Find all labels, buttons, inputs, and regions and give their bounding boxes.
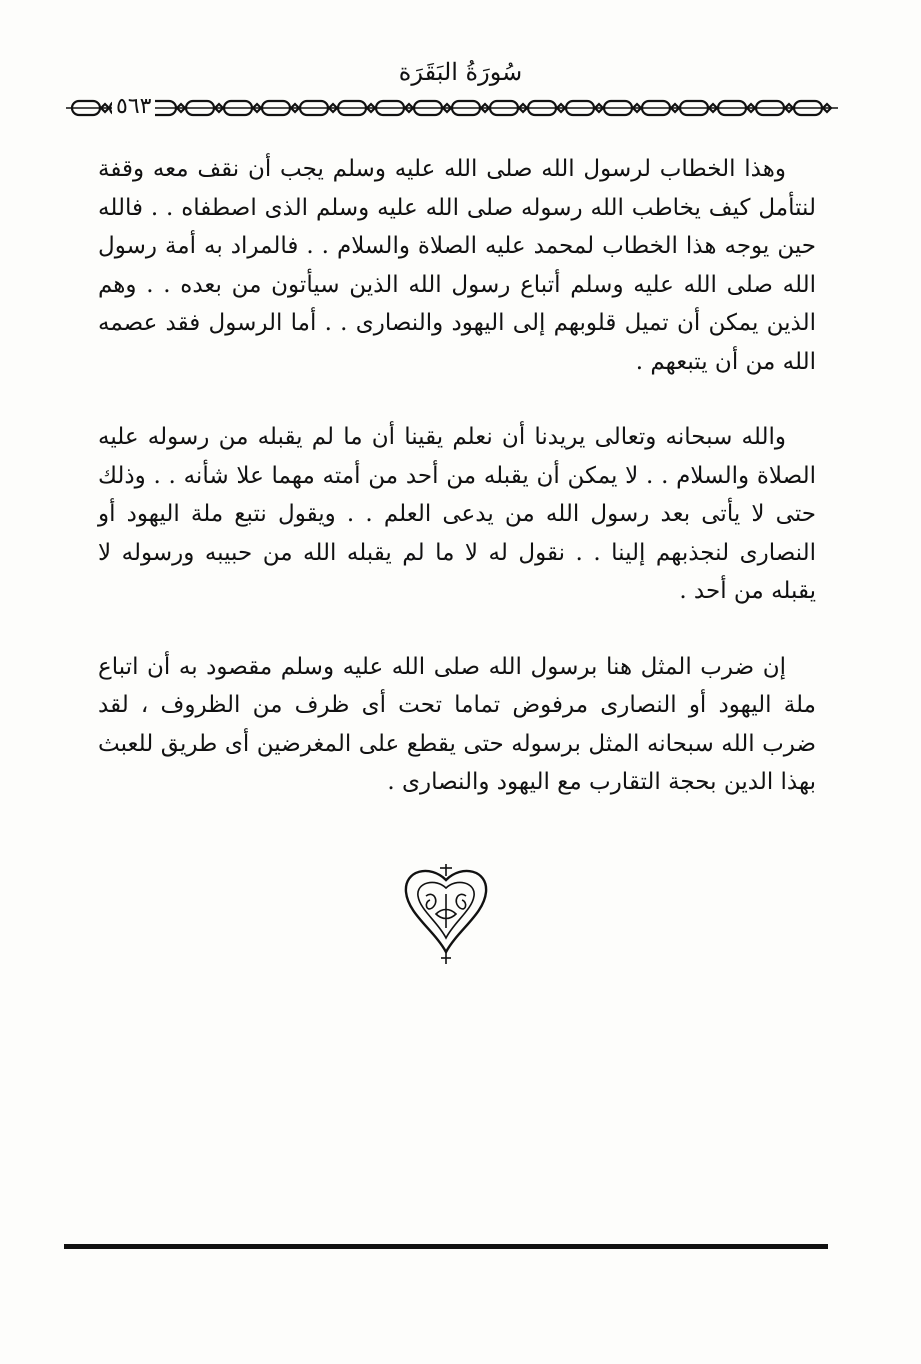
heart-arabesque-ornament-icon: [400, 858, 492, 968]
paragraph-2: والله سبحانه وتعالى يريدنا أن نعلم يقينا أن ما لم يقبله من رسوله عليه الصلاة والسلام . . لا يمكن أن يقبله من أحد من أمته مهما علا شأنه . . وذلك حتى لا يأتى بعد رسول الله من يدعى العلم . . ويقول نتبع ملة اليهود أو النصارى لنجذبهم إلينا . . نقول له لا ما لم يقبله الله من حبيبه ورسوله لا يقبله من أحد .: [98, 424, 816, 604]
page-number: ٥٦٣: [112, 94, 155, 119]
paragraph-1: وهذا الخطاب لرسول الله صلى الله عليه وسلم يجب أن نقف معه وقفة لنتأمل كيف يخاطب الله رسوله صلى الله عليه وسلم الذى اصطفاه . . فالله حين يوجه هذا الخطاب لمحمد عليه الصلاة والسلام . . فالمراد به أمة رسول الله صلى الله عليه وسلم أتباع رسول الله الذين سيأتون من بعده . . وهم الذين يمكن أن تميل قلوبهم إلى اليهود والنصارى . . أما الرسول فقد عصمه الله من أن يتبعهم .: [98, 156, 816, 375]
paragraph-3: إن ضرب المثل هنا برسول الله صلى الله عليه وسلم مقصود به أن اتباع ملة اليهود أو النصارى مرفوض تماما تحت أى ظرف من الظروف ، لقد ضرب الله سبحانه المثل برسوله حتى يقطع على المغرضين أى طريق للعبث بهذا الدين بحجة التقارب مع اليهود والنصارى .: [98, 653, 816, 795]
surah-title: سُورَةُ البَقَرَة: [398, 58, 523, 86]
chain-border-ornament: [62, 96, 842, 120]
bottom-rule: [64, 1244, 828, 1249]
body-text: [98, 150, 816, 839]
